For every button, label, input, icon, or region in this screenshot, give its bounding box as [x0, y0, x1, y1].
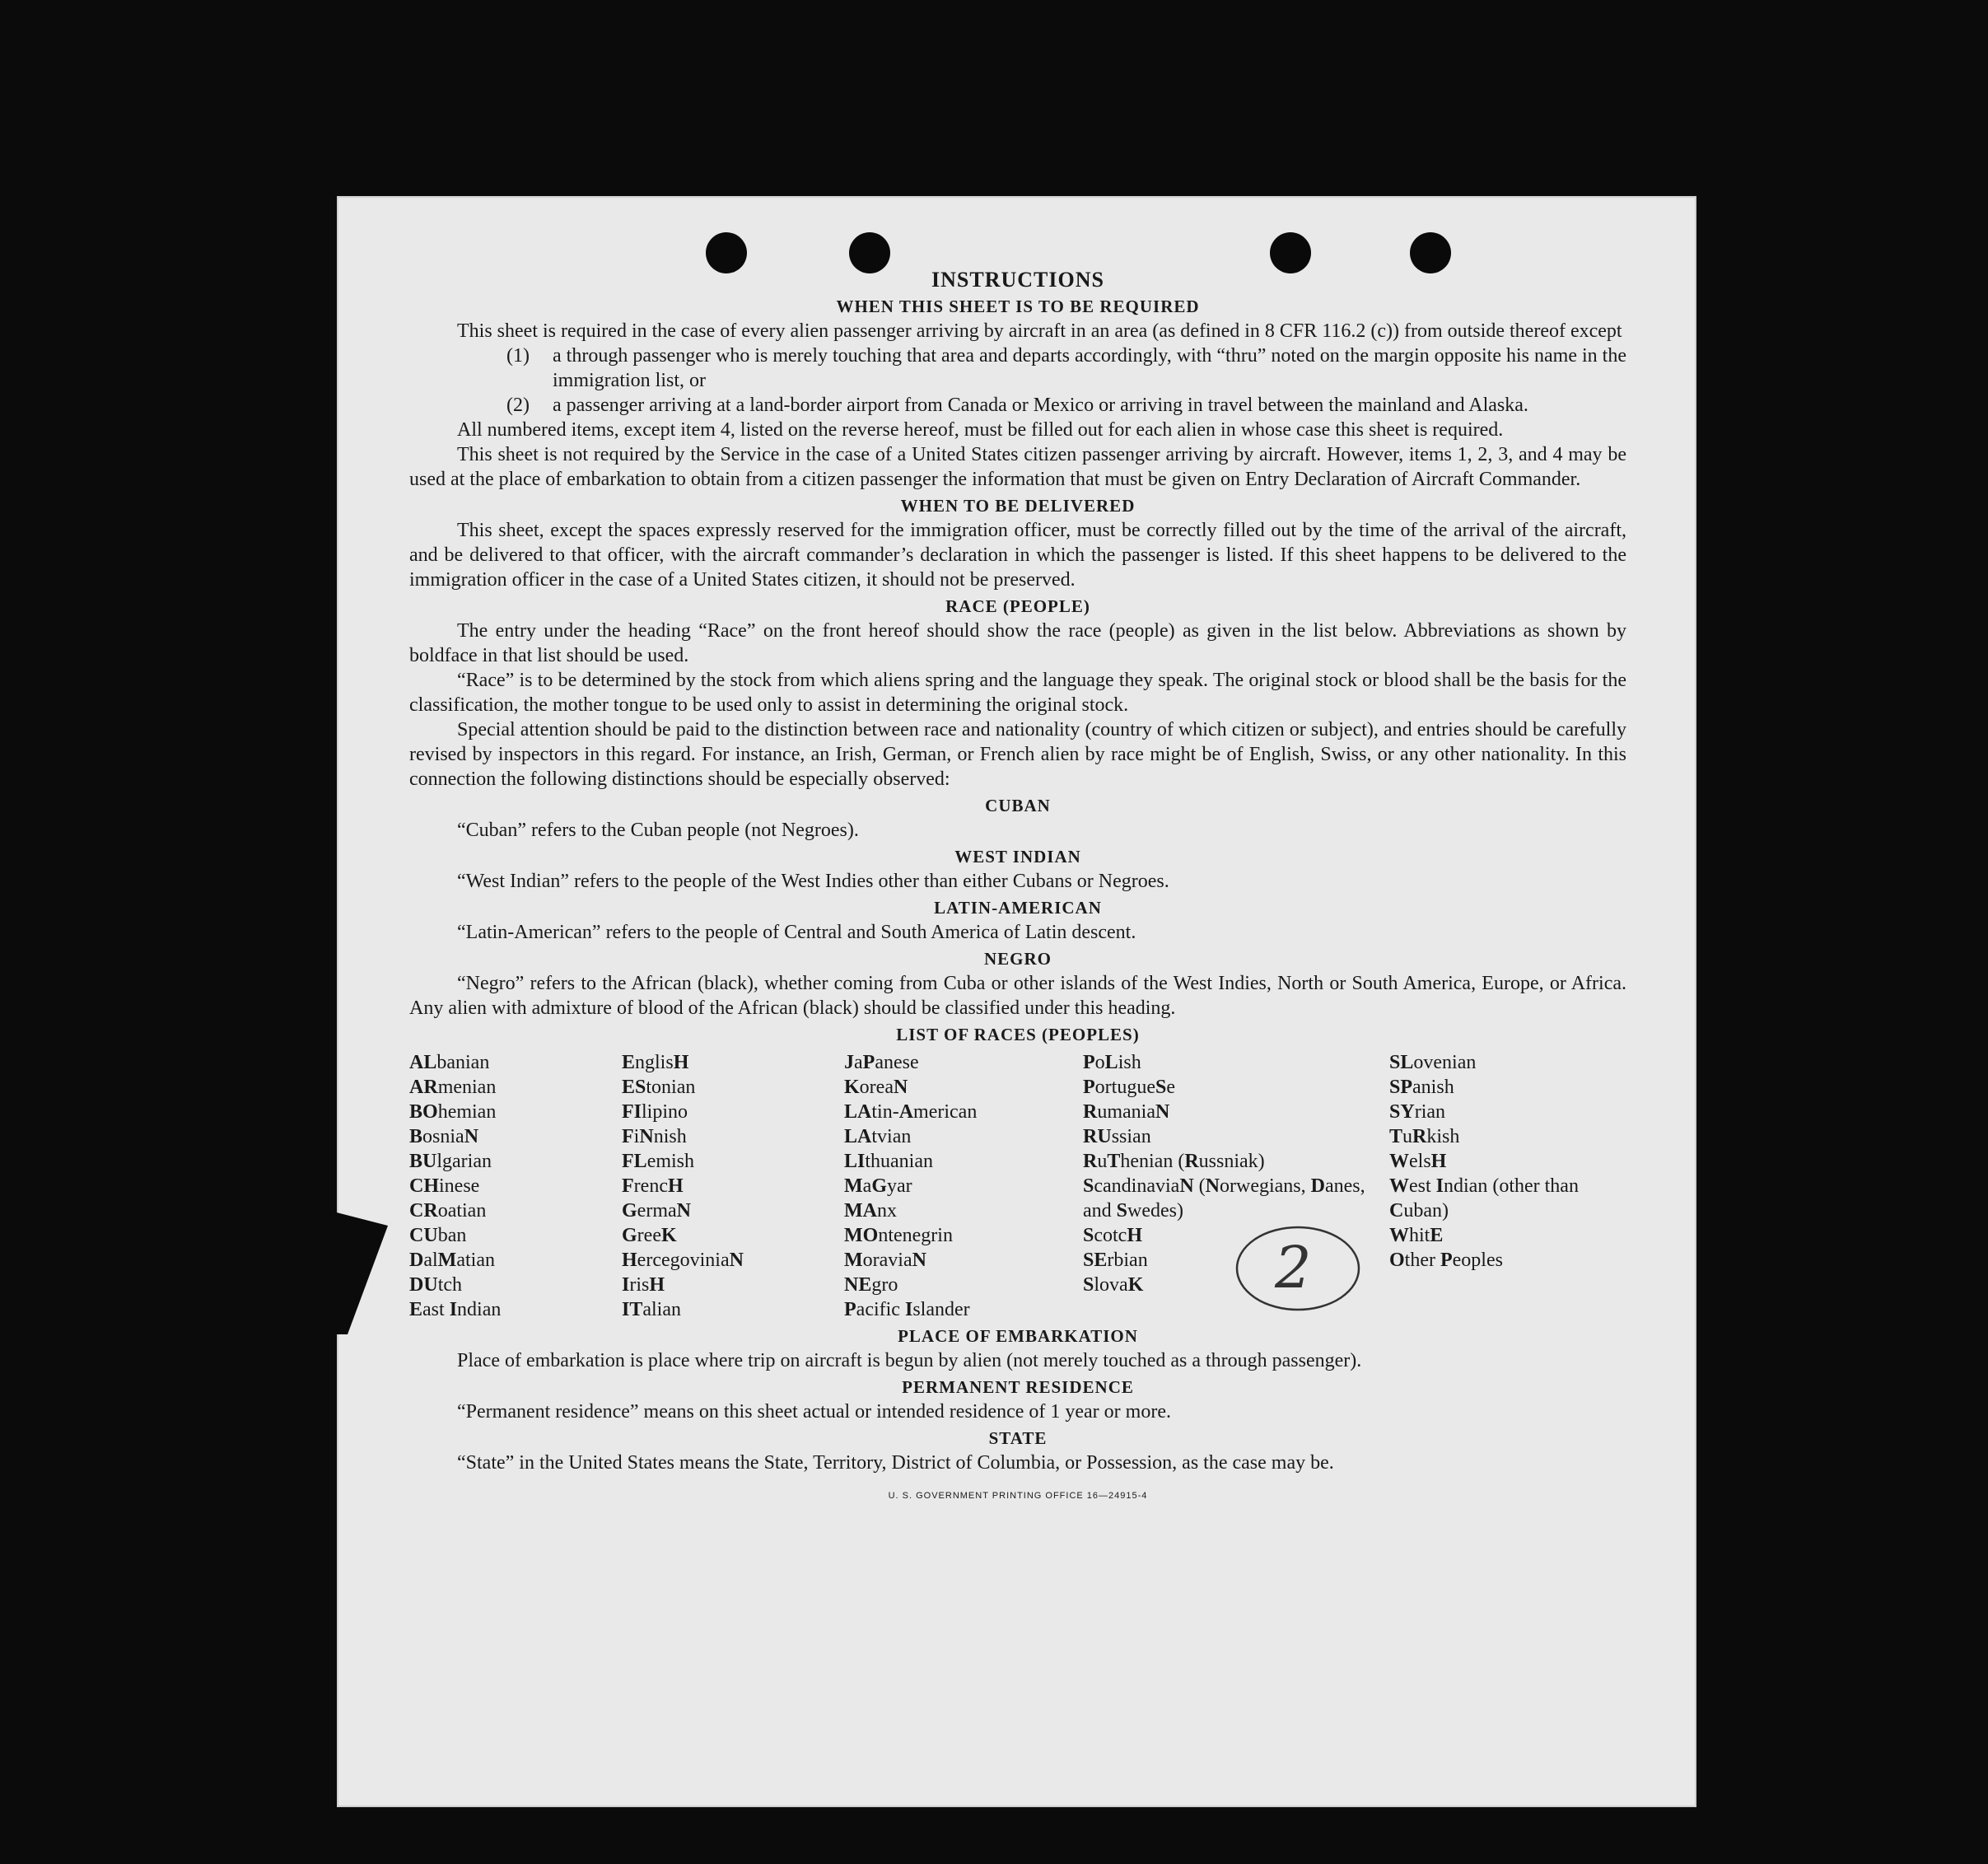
race-item: NEgro — [844, 1274, 898, 1296]
race-column — [1389, 1050, 1626, 1322]
race-item: West Indian (other than Cuban) — [1389, 1175, 1579, 1222]
race-item: WelsH — [1389, 1151, 1447, 1172]
race-item: SlovaK — [1083, 1274, 1144, 1296]
race-item: SLovenian — [1389, 1052, 1477, 1073]
section-heading: NEGRO — [983, 949, 1052, 969]
race-item: EnglisH — [622, 1052, 689, 1073]
race-item: JaPanese — [844, 1052, 919, 1073]
race-item: FiNnish — [622, 1126, 687, 1147]
race-item: BosniaN — [409, 1126, 479, 1147]
race-item: BOhemian — [409, 1101, 497, 1123]
race-item: CHinese — [409, 1175, 480, 1197]
race-column — [409, 1050, 622, 1322]
race-item: SYrian — [1389, 1101, 1446, 1123]
race-item: KoreaN — [844, 1077, 908, 1098]
race-item: RuThenian (Russniak) — [1083, 1151, 1265, 1172]
section-heading: WHEN TO BE DELIVERED — [900, 496, 1136, 516]
race-item: RUssian — [1083, 1126, 1151, 1147]
race-item: WhitE — [1389, 1225, 1444, 1246]
paragraph: The entry under the heading “Race” on the front hereof should show the race (people) as given in the list below. Abbreviations as shown by boldface in that list should be used. — [409, 620, 1626, 666]
race-item: Pacific Islander — [844, 1299, 970, 1320]
printing-office-footer: U. S. GOVERNMENT PRINTING OFFICE 16—24915-4 — [888, 1491, 1148, 1501]
race-item: Other Peoples — [1389, 1250, 1503, 1271]
race-item: ITalian — [622, 1299, 681, 1320]
race-column — [1083, 1050, 1389, 1322]
paragraph: “Race” is to be determined by the stock from which aliens spring and the language they speak. The original stock or blood shall be the basis for the classification, the mother tongue to be used only to assist in determining the original stock. — [409, 670, 1626, 716]
race-item: RumaniaN — [1083, 1101, 1170, 1123]
race-item: EStonian — [622, 1077, 696, 1098]
paragraph: “Latin-American” refers to the people of Central and South America of Latin descent. — [457, 922, 1136, 943]
paragraph: “Cuban” refers to the Cuban people (not Negroes). — [457, 820, 859, 841]
race-item: FLemish — [622, 1151, 695, 1172]
race-item: MoraviaN — [844, 1250, 926, 1271]
race-item: CRoatian — [409, 1200, 487, 1222]
paragraph: This sheet is not required by the Service in the case of a United States citizen passenger arriving by aircraft. However, items 1, 2, 3, and 4 may be used at the place of embarkation to obtain from a citizen passenger the information that must be given on Entry Declaration of Aircraft Commander. — [409, 444, 1626, 490]
race-item: GreeK — [622, 1225, 677, 1246]
race-item: SPanish — [1389, 1077, 1454, 1098]
instruction-sheet — [338, 198, 1695, 1806]
race-item: MaGyar — [844, 1175, 912, 1197]
race-item: FIlipino — [622, 1101, 688, 1123]
race-item: BUlgarian — [409, 1151, 492, 1172]
section-heading: WEST INDIAN — [954, 847, 1081, 867]
race-item: LAtin-American — [844, 1101, 978, 1123]
section-heading: LATIN-AMERICAN — [934, 898, 1102, 918]
svg-text:2: 2 — [1275, 1234, 1312, 1301]
race-item: ScotcH — [1083, 1225, 1143, 1246]
race-column — [844, 1050, 1083, 1322]
race-list — [409, 1050, 1626, 1322]
paragraph: “Negro” refers to the African (black), whether coming from Cuba or other islands of the West Indies, North or South America, Europe, or Africa. Any alien with admixture of blood of the African (black) should be classified under this heading. — [409, 973, 1626, 1019]
section-heading: RACE (PEOPLE) — [945, 596, 1090, 616]
race-item: ALbanian — [409, 1052, 490, 1073]
race-column — [622, 1050, 844, 1322]
instructions-body — [409, 268, 1626, 1508]
item-number: (1) — [506, 345, 530, 367]
list-item — [409, 343, 1626, 393]
race-item: PoLish — [1083, 1052, 1141, 1073]
item-text: a passenger arriving at a land-border airport from Canada or Mexico or arriving in travel between the mainland and Alaska. — [553, 395, 1528, 416]
race-item: LAtvian — [844, 1126, 912, 1147]
race-item: LIthuanian — [844, 1151, 933, 1172]
paragraph: “Permanent residence” means on this sheet actual or intended residence of 1 year or more. — [457, 1401, 1171, 1423]
section-heading: CUBAN — [985, 796, 1051, 815]
paragraph: Place of embarkation is place where trip on aircraft is begun by alien (not merely touched as a through passenger). — [457, 1350, 1362, 1371]
race-item: FrencH — [622, 1175, 684, 1197]
race-item: TuRkish — [1389, 1126, 1460, 1147]
race-item: SErbian — [1083, 1250, 1148, 1271]
paragraph: Special attention should be paid to the distinction between race and nationality (country of which citizen or subject), and entries should be carefully revised by inspectors in this regard. For instance, an Irish, German, or French alien by race might be of English, Swiss, or any other nationality. In this connection the following distinctions should be especially observed: — [409, 719, 1626, 790]
paragraph: “State” in the United States means the State, Territory, District of Columbia, or Possession, as the case may be. — [457, 1452, 1334, 1474]
paragraph: “West Indian” refers to the people of the West Indies other than either Cubans or Negroes. — [457, 871, 1169, 892]
race-item: East Indian — [409, 1299, 502, 1320]
race-item: GermaN — [622, 1200, 691, 1222]
race-item: MAnx — [844, 1200, 897, 1222]
race-item: PortugueSe — [1083, 1077, 1175, 1098]
race-item: ScandinaviaN (Norwegians, Danes, and Swedes) — [1083, 1175, 1365, 1222]
section-heading: LIST OF RACES (PEOPLES) — [896, 1025, 1140, 1044]
race-item: IrisH — [622, 1274, 665, 1296]
race-item: DUtch — [409, 1274, 463, 1296]
race-item: HercegoviniaN — [622, 1250, 744, 1271]
paragraph: This sheet is required in the case of every alien passenger arriving by aircraft in an area (as defined in 8 CFR 116.2 (c)) from outside thereof except — [457, 320, 1622, 342]
race-item: CUban — [409, 1225, 467, 1246]
section-heading: PERMANENT RESIDENCE — [902, 1377, 1134, 1397]
race-item: DalMatian — [409, 1250, 495, 1271]
item-number: (2) — [506, 395, 530, 416]
list-item — [409, 393, 1626, 418]
item-text: a through passenger who is merely touching that area and departs accordingly, with “thru” noted on the margin opposite his name in the immigration list, or — [553, 345, 1626, 391]
race-item: MOntenegrin — [844, 1225, 953, 1246]
section-heading: STATE — [988, 1428, 1048, 1448]
section-heading: WHEN THIS SHEET IS TO BE REQUIRED — [836, 297, 1200, 316]
race-item: ARmenian — [409, 1077, 497, 1098]
paragraph: This sheet, except the spaces expressly reserved for the immigration officer, must be correctly filled out by the time of the arrival of the aircraft, and be delivered to that officer, with the aircraft commander’s declaration in which the passenger is listed. If this sheet happens to be delivered to the immigration officer in the case of a United States citizen, it should not be preserved. — [409, 520, 1626, 591]
paragraph: All numbered items, except item 4, listed on the reverse hereof, must be filled out for each alien in whose case this sheet is required. — [457, 419, 1504, 441]
page-title: INSTRUCTIONS — [931, 268, 1104, 292]
section-heading: PLACE OF EMBARKATION — [898, 1326, 1138, 1346]
